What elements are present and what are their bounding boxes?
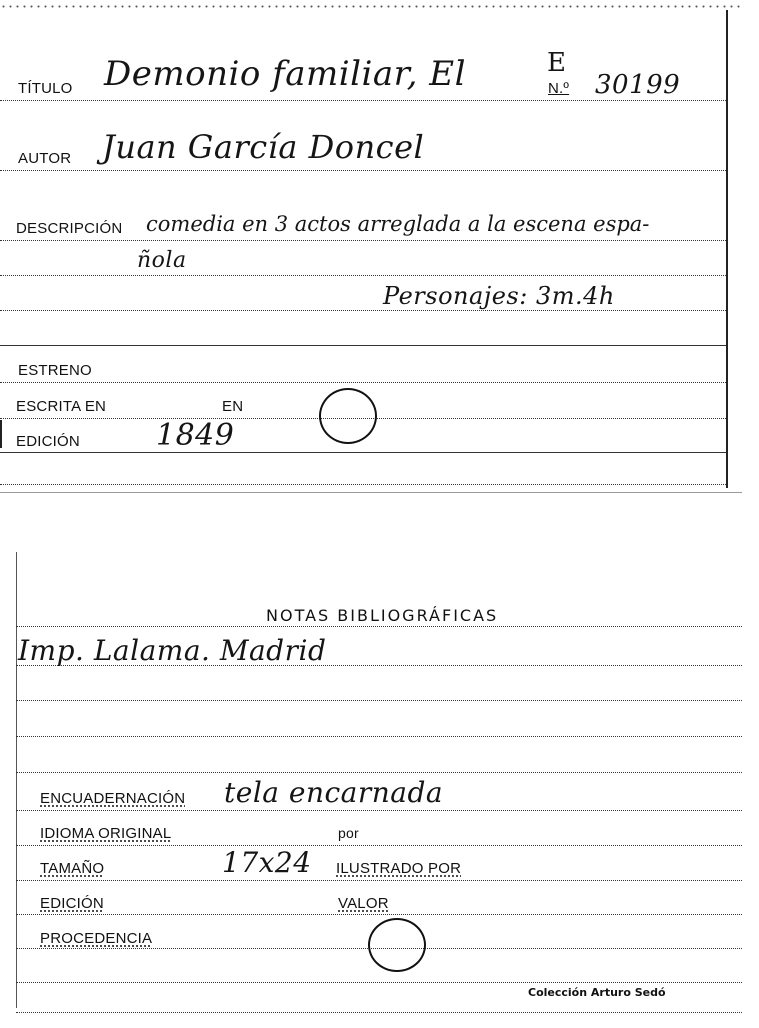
procedencia-label: PROCEDENCIA [40,930,153,947]
rule-line [0,452,726,453]
estreno-label: ESTRENO [18,362,92,379]
card-left-mark [0,420,2,448]
rule-line [0,310,726,311]
card-right-border [726,10,728,488]
descripcion-value-line2: ñola [137,248,187,273]
encuadernacion-value: tela encarnada [224,776,444,809]
rule-line [16,772,742,773]
rule-line [0,170,726,171]
edicion-label-bottom: EDICIÓN [40,895,104,912]
rule-line [16,700,742,701]
descripcion-label: DESCRIPCIÓN [16,220,123,237]
edicion-label: EDICIÓN [16,433,80,450]
autor-label: AUTOR [18,150,72,167]
circular-stamp-mark [319,388,377,444]
rule-line [16,810,742,811]
valor-label: VALOR [338,895,389,912]
tamano-label: TAMAÑO [40,860,105,877]
descripcion-value-line1: comedia en 3 actos arreglada a la escena espa- [146,212,650,236]
rule-line [16,845,742,846]
rule-line [0,484,726,485]
idioma-original-label: IDIOMA ORIGINAL [40,825,172,842]
notas-value-line1: Imp. Lalama. Madrid [18,634,327,667]
notas-heading: NOTAS BIBLIOGRÁFICAS [266,606,499,625]
rule-line [16,982,742,983]
rule-line [16,1012,742,1013]
collection-footer: Colección Arturo Sedó [528,986,666,999]
por-label: por [338,825,359,841]
rule-line [0,382,726,383]
rule-line [0,240,726,241]
rule-line [16,914,742,915]
circular-stamp-mark [368,918,426,972]
personajes-value: Personajes: 3m.4h [383,282,615,310]
escrita-en-label: ESCRITA EN [16,398,107,415]
rule-line [0,275,726,276]
encuadernacion-label: ENCUADERNACIÓN [40,790,186,807]
numero-value: 30199 [595,70,681,100]
rule-line [0,100,726,101]
catalog-letter: E [547,48,567,78]
autor-value: Juan García Doncel [102,128,425,166]
ilustrado-por-label: ILUSTRADO POR [336,860,462,877]
rule-line [0,345,726,346]
card-separator [0,492,742,493]
rule-line [16,880,742,881]
rule-line [16,736,742,737]
edicion-value: 1849 [156,418,235,453]
numero-label: N.º [548,80,570,97]
rule-line [16,626,742,627]
titulo-label: TÍTULO [18,80,73,97]
titulo-value: Demonio familiar, El [104,54,466,94]
card-left-border [16,552,17,1008]
tamano-value: 17x24 [222,846,312,879]
en-label: EN [222,398,244,415]
